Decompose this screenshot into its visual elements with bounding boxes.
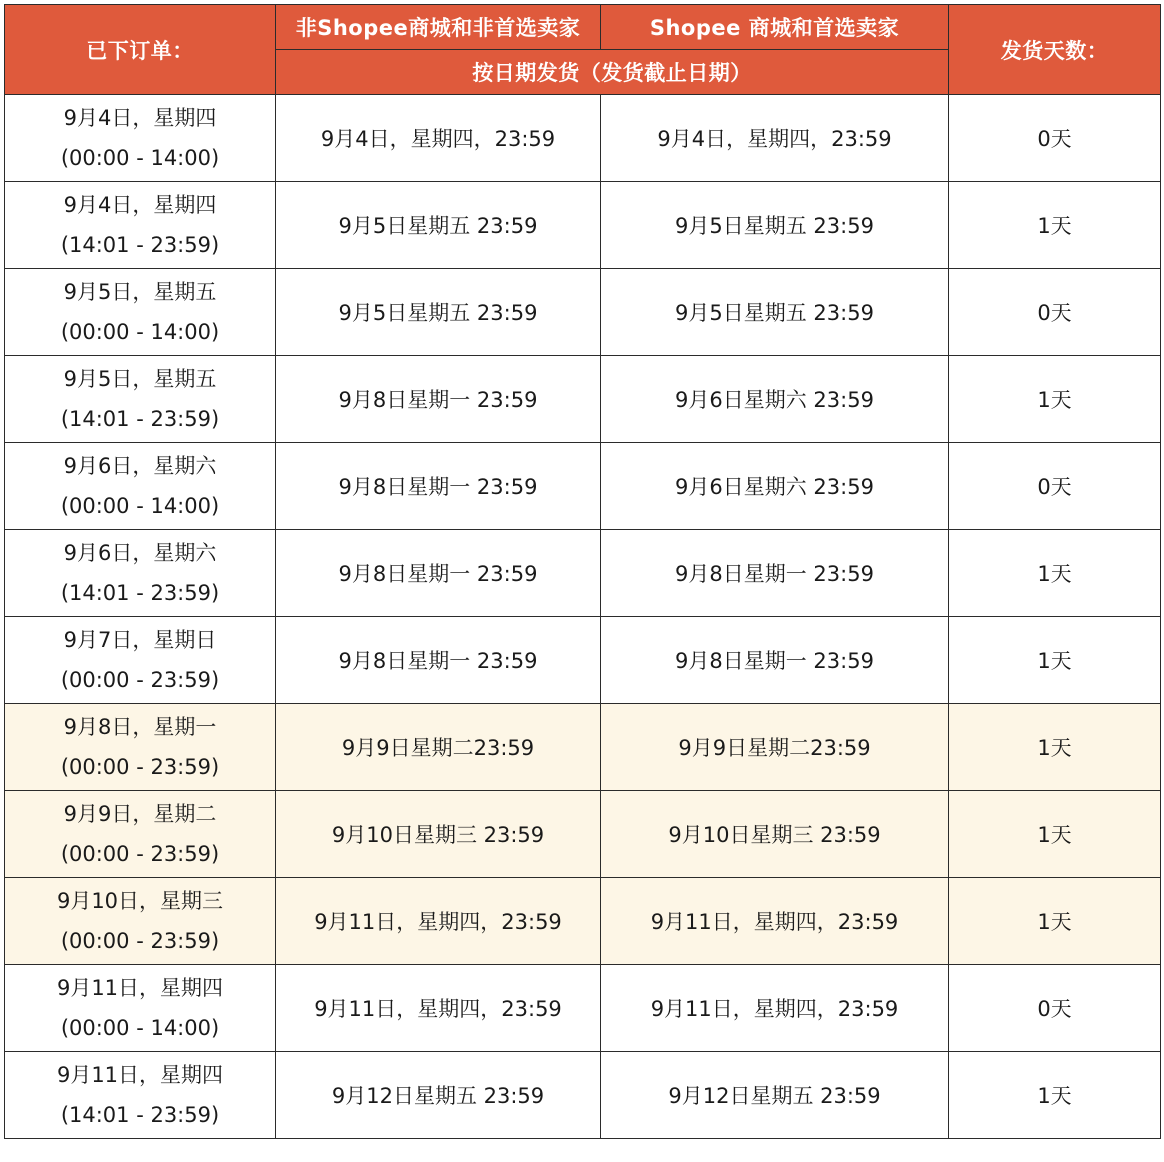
non-mall-ship-by: 9月8日星期一 23:59 [276,617,601,704]
table-row [5,269,1161,356]
mall-ship-by: 9月11日，星期四，23:59 [601,878,949,965]
order-date: 9月11日，星期四 [56,976,224,1000]
table-row [5,443,1161,530]
order-date: 9月4日，星期四 [63,106,217,130]
non-mall-ship-by: 9月4日，星期四，23:59 [276,95,601,182]
non-mall-ship-by: 9月5日星期五 23:59 [276,182,601,269]
order-time-range: (00:00 - 14:00) [60,494,220,518]
order-date: 9月4日，星期四 [63,193,217,217]
ship-days: 0天 [949,95,1161,182]
mall-ship-by: 9月4日，星期四，23:59 [601,95,949,182]
order-date: 9月6日，星期六 [63,454,217,478]
table-row [5,617,1161,704]
order-date-cell [5,530,276,617]
order-time-range: (14:01 - 23:59) [60,1103,220,1127]
order-time-range: (00:00 - 14:00) [60,320,220,344]
order-date: 9月7日，星期日 [63,628,217,652]
header-days: 发货天数： [949,5,1161,95]
ship-days: 0天 [949,965,1161,1052]
ship-days: 1天 [949,530,1161,617]
non-mall-ship-by: 9月5日星期五 23:59 [276,269,601,356]
order-time-range: (00:00 - 23:59) [60,755,220,779]
header-non-mall: 非Shopee商城和非首选卖家 [276,5,601,50]
order-time-range: (14:01 - 23:59) [60,407,220,431]
order-time-range: (00:00 - 23:59) [60,668,220,692]
order-date: 9月5日，星期五 [63,367,217,391]
mall-ship-by: 9月10日星期三 23:59 [601,791,949,878]
header-order-placed: 已下订单： [5,5,276,95]
mall-ship-by: 9月9日星期二23:59 [601,704,949,791]
order-date: 9月8日，星期一 [63,715,217,739]
order-time-range: (00:00 - 23:59) [60,929,220,953]
order-date-cell [5,182,276,269]
non-mall-ship-by: 9月12日星期五 23:59 [276,1052,601,1139]
non-mall-ship-by: 9月8日星期一 23:59 [276,443,601,530]
non-mall-ship-by: 9月9日星期二23:59 [276,704,601,791]
order-date: 9月6日，星期六 [63,541,217,565]
mall-ship-by: 9月5日星期五 23:59 [601,182,949,269]
order-date-cell [5,269,276,356]
order-date-cell [5,965,276,1052]
table-row [5,704,1161,791]
ship-days: 1天 [949,704,1161,791]
order-time-range: (00:00 - 23:59) [60,842,220,866]
table-row [5,95,1161,182]
order-date-cell [5,1052,276,1139]
order-date-cell [5,617,276,704]
order-time-range: (00:00 - 14:00) [60,1016,220,1040]
order-date-cell [5,704,276,791]
header-ship-by: 按日期发货（发货截止日期） [276,50,949,95]
table-row [5,356,1161,443]
table-row [5,182,1161,269]
mall-ship-by: 9月8日星期一 23:59 [601,617,949,704]
ship-days: 1天 [949,1052,1161,1139]
shipping-schedule-table [4,4,1161,1139]
ship-days: 1天 [949,878,1161,965]
ship-days: 1天 [949,791,1161,878]
non-mall-ship-by: 9月8日星期一 23:59 [276,356,601,443]
table-row [5,878,1161,965]
order-date-cell [5,443,276,530]
order-time-range: (14:01 - 23:59) [60,581,220,605]
mall-ship-by: 9月6日星期六 23:59 [601,443,949,530]
non-mall-ship-by: 9月11日，星期四，23:59 [276,878,601,965]
mall-ship-by: 9月8日星期一 23:59 [601,530,949,617]
non-mall-ship-by: 9月8日星期一 23:59 [276,530,601,617]
table-row [5,965,1161,1052]
table-row [5,1052,1161,1139]
ship-days: 1天 [949,356,1161,443]
table-row [5,791,1161,878]
table-row [5,530,1161,617]
mall-ship-by: 9月5日星期五 23:59 [601,269,949,356]
order-time-range: (14:01 - 23:59) [60,233,220,257]
order-date-cell [5,356,276,443]
ship-days: 0天 [949,269,1161,356]
ship-days: 0天 [949,443,1161,530]
mall-ship-by: 9月6日星期六 23:59 [601,356,949,443]
order-date-cell [5,791,276,878]
order-date: 9月5日，星期五 [63,280,217,304]
non-mall-ship-by: 9月11日，星期四，23:59 [276,965,601,1052]
header-mall: Shopee 商城和首选卖家 [601,5,949,50]
order-date-cell [5,95,276,182]
order-time-range: (00:00 - 14:00) [60,146,220,170]
mall-ship-by: 9月11日，星期四，23:59 [601,965,949,1052]
non-mall-ship-by: 9月10日星期三 23:59 [276,791,601,878]
order-date: 9月9日，星期二 [63,802,217,826]
ship-days: 1天 [949,617,1161,704]
order-date-cell [5,878,276,965]
order-date: 9月10日，星期三 [56,889,224,913]
ship-days: 1天 [949,182,1161,269]
mall-ship-by: 9月12日星期五 23:59 [601,1052,949,1139]
order-date: 9月11日，星期四 [56,1063,224,1087]
